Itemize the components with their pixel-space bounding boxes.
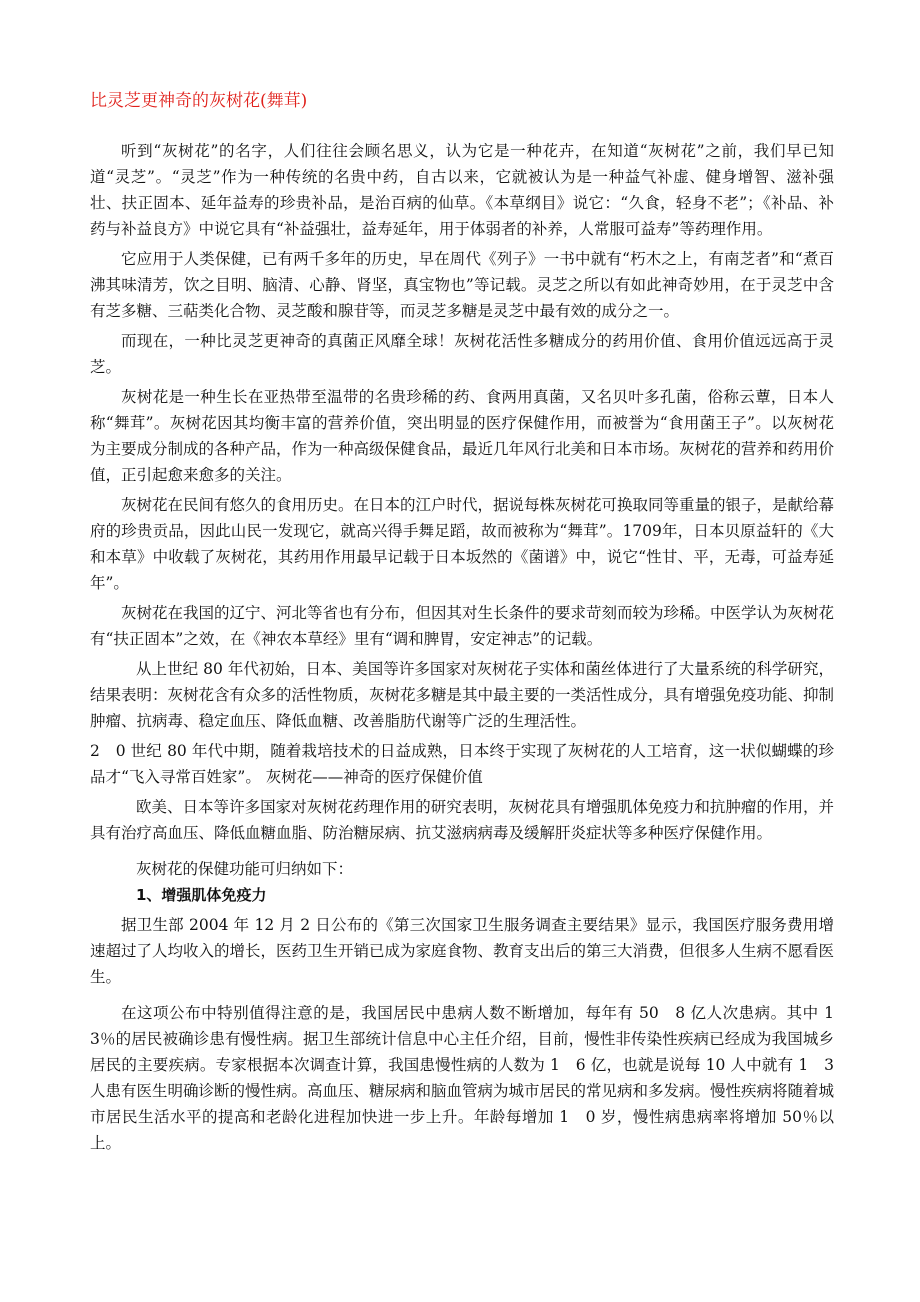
document-title: 比灵芝更神奇的灰树花(舞茸) [90,91,308,111]
paragraph-lingzhi-history: 它应用于人类保健，已有两千多年的历史，早在周代《列子》一书中就有“朽木之上，有南芝者”和“煮百沸其味清芳，饮之目明、脑清、心静、肾坚，真宝物也”等记载。灵芝之所以有如此神奇妙用，在于灵芝中含有芝多糖、三萜类化合物、灵芝酸和腺苷等，而灵芝多糖是灵芝中最有效的成分之一。 [90,250,834,320]
section-heading-immunity: 1、增强肌体免疫力 [136,886,267,904]
paragraph-edible-history: 灰树花在民间有悠久的食用历史。在日本的江户时代，据说每株灰树花可换取同等重量的银子，是献给幕府的珍贵贡品，因此山民一发现它，就高兴得手舞足蹈，故而被称为“舞茸”。1709年，日本贝原益轩的《大和本草》中收载了灰树花，其药用作用最早记载于日本坂然的《菌谱》中，说它“性甘、平，无毒，可益寿延年”。 [90,496,835,592]
paragraph-pharmacology: 欧美、日本等许多国家对灰树花药理作用的研究表明，灰树花具有增强肌体免疫力和抗肿瘤的作用，并具有治疗高血压、降低血糖血脂、防治糖尿病、抗艾滋病病毒及缓解肝炎症状等多种医疗保健作用。 [90,798,834,842]
paragraph-chronic-disease: 在这项公布中特别值得注意的是，我国居民中患病人数不断增加，每年有 50 8 亿人次患病。其中 13％的居民被确诊患有慢性病。据卫生部统计信息中心主任介绍，目前，慢性非传染性疾病已经成为我国城乡居民的主要疾病。专家根据本次调查计算，我国患慢性病的人数为 1 6 亿，也就是说每 10 人中就有 1 3 人患有医生明确诊断的慢性病。高血压、糖尿病和脑血管病为城市居民的常见病和多发病。慢性疾病将随着城市居民生活水平的提高和老龄化进程加快进一步上升。年龄每增加 1 0 岁，慢性病患病率将增加 50％以上。 [90,1004,835,1152]
paragraph-research: 从上世纪 80 年代初始，日本、美国等许多国家对灰树花子实体和菌丝体进行了大量系统的科学研究，结果表明：灰树花含有众多的活性物质，灰树花多糖是其中最主要的一类活性成分，具有增强免疫功能、抑制肿瘤、抗病毒、稳定血压、降低血糖、改善脂肪代谢等广泛的生理活性。 [90,660,835,730]
paragraph-china-distribution: 灰树花在我国的辽宁、河北等省也有分布，但因其对生长条件的要求苛刻而较为珍稀。中医学认为灰树花有“扶正固本”之效，在《神农本草经》里有“调和脾胃，安定神志”的记载。 [90,604,835,648]
paragraph-cultivation: 2 0 世纪 80 年代中期，随着栽培技术的日益成熟，日本终于实现了灰树花的人工培育，这一状似蝴蝶的珍品才“飞入寻常百姓家”。 灰树花——神奇的医疗保健价值 [90,742,834,786]
paragraph-global-trend: 而现在，一种比灵芝更神奇的真菌正风靡全球！灰树花活性多糖成分的药用价值、食用价值远远高于灵芝。 [90,332,834,376]
paragraph-maitake-intro: 灰树花是一种生长在亚热带至温带的名贵珍稀的药、食两用真菌，又名贝叶多孔菌，俗称云蕈，日本人称“舞茸”。灰树花因其均衡丰富的营养价值，突出明显的医疗保健作用，而被誉为“食用菌王子”。以灰树花为主要成分制成的各种产品，作为一种高级保健食品，最近几年风行北美和日本市场。灰树花的营养和药用价值，正引起愈来愈多的关注。 [90,388,835,484]
document-body [90,138,834,1160]
paragraph-health-survey: 据卫生部 2004 年 12 月 2 日公布的《第三次国家卫生服务调查主要结果》显示，我国医疗服务费用增速超过了人均收入的增长，医药卫生开销已成为家庭食物、教育支出后的第三大消费，但很多人生病不愿看医生。 [90,916,835,986]
paragraph-name-origin: 听到“灰树花”的名字，人们往往会顾名思义，认为它是一种花卉，在知道“灰树花”之前，我们早已知道“灵芝”。“灵芝”作为一种传统的名贵中药，自古以来，它就被认为是一种益气补虚、健身增智、滋补强壮、扶正固本、延年益寿的珍贵补品，是治百病的仙草。《本草纲目》说它：“久食，轻身不老”；《补品、补药与补益良方》中说它具有“补益强壮，益寿延年，用于体弱者的补养，人常服可益寿”等药理作用。 [90,142,834,238]
paragraph-functions-intro: 灰树花的保健功能可归纳如下： [136,860,354,878]
